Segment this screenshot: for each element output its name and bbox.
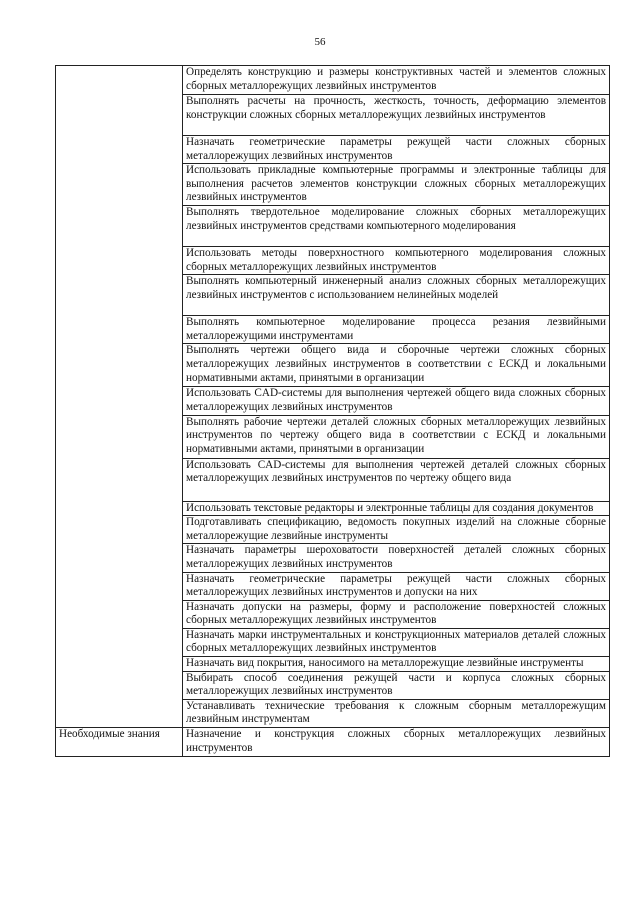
skill-cell: Назначать вид покрытия, наносимого на металлорежущие лезвийные инструменты [183, 657, 610, 672]
skill-cell: Подготавливать спецификацию, ведомость покупных изделий на сложные сборные металлорежущие лезвийные инструменты [183, 516, 610, 544]
table-row [56, 66, 610, 95]
skills-table [55, 65, 610, 757]
table-row [56, 728, 610, 757]
knowledge-label-cell: Необходимые знания [56, 728, 183, 757]
skills-label-cell [56, 66, 183, 728]
skill-cell: Выбирать способ соединения режущей части и корпуса сложных сборных металлорежущих лезвийных инструментов [183, 671, 610, 699]
skill-cell: Назначать допуски на размеры, форму и расположение поверхностей сложных сборных металлорежущих лезвийных инструментов [183, 600, 610, 628]
skill-cell: Использовать методы поверхностного компьютерного моделирования сложных сборных металлорежущих лезвийных инструментов [183, 246, 610, 274]
skill-cell: Использовать CAD-системы для выполнения чертежей общего вида сложных сборных металлорежущих лезвийных инструментов [183, 387, 610, 415]
skill-cell: Выполнять компьютерный инженерный анализ сложных сборных металлорежущих лезвийных инструментов с использованием нелинейных моделей [183, 275, 610, 316]
skill-cell: Назначать марки инструментальных и конструкционных материалов деталей сложных сборных металлорежущих лезвийных инструментов [183, 628, 610, 656]
skill-cell: Назначать геометрические параметры режущей части сложных сборных металлорежущих лезвийных инструментов и допуски на них [183, 572, 610, 600]
skill-cell: Выполнять чертежи общего вида и сборочные чертежи сложных сборных металлорежущих лезвийных инструментов в соответствии с ЕСКД и локальными нормативными актами, принятыми в организации [183, 344, 610, 387]
skill-cell: Определять конструкцию и размеры конструктивных частей и элементов сложных сборных металлорежущих лезвийных инструментов [183, 66, 610, 95]
skill-cell: Использовать CAD-системы для выполнения чертежей деталей сложных сборных металлорежущих лезвийных инструментов по чертежу общего вида [183, 458, 610, 501]
skill-cell: Выполнять твердотельное моделирование сложных сборных металлорежущих лезвийных инструментов средствами компьютерного моделирования [183, 205, 610, 246]
skill-cell: Назначать геометрические параметры режущей части сложных сборных металлорежущих лезвийных инструментов [183, 136, 610, 164]
skill-cell: Выполнять компьютерное моделирование процесса резания лезвийными металлорежущими инструментами [183, 316, 610, 344]
skill-cell: Использовать прикладные компьютерные программы и электронные таблицы для выполнения расчетов элементов конструкции сложных сборных металлорежущих лезвийных инструментов [183, 164, 610, 206]
skill-cell: Выполнять рабочие чертежи деталей сложных сборных металлорежущих лезвийных инструментов по чертежу общего вида в соответствии с ЕСКД и локальными нормативными актами, принятыми в организации [183, 415, 610, 458]
page-number: 56 [314, 36, 326, 48]
skill-cell: Назначать параметры шероховатости поверхностей деталей сложных сборных металлорежущих лезвийных инструментов [183, 544, 610, 572]
knowledge-cell: Назначение и конструкция сложных сборных металлорежущих лезвийных инструментов [183, 728, 610, 757]
skill-cell: Выполнять расчеты на прочность, жесткость, точность, деформацию элементов конструкции сложных сборных металлорежущих лезвийных инструментов [183, 95, 610, 136]
skill-cell: Использовать текстовые редакторы и электронные таблицы для создания документов [183, 501, 610, 516]
skill-cell: Устанавливать технические требования к сложным сборным металлорежущим лезвийным инструментам [183, 699, 610, 727]
